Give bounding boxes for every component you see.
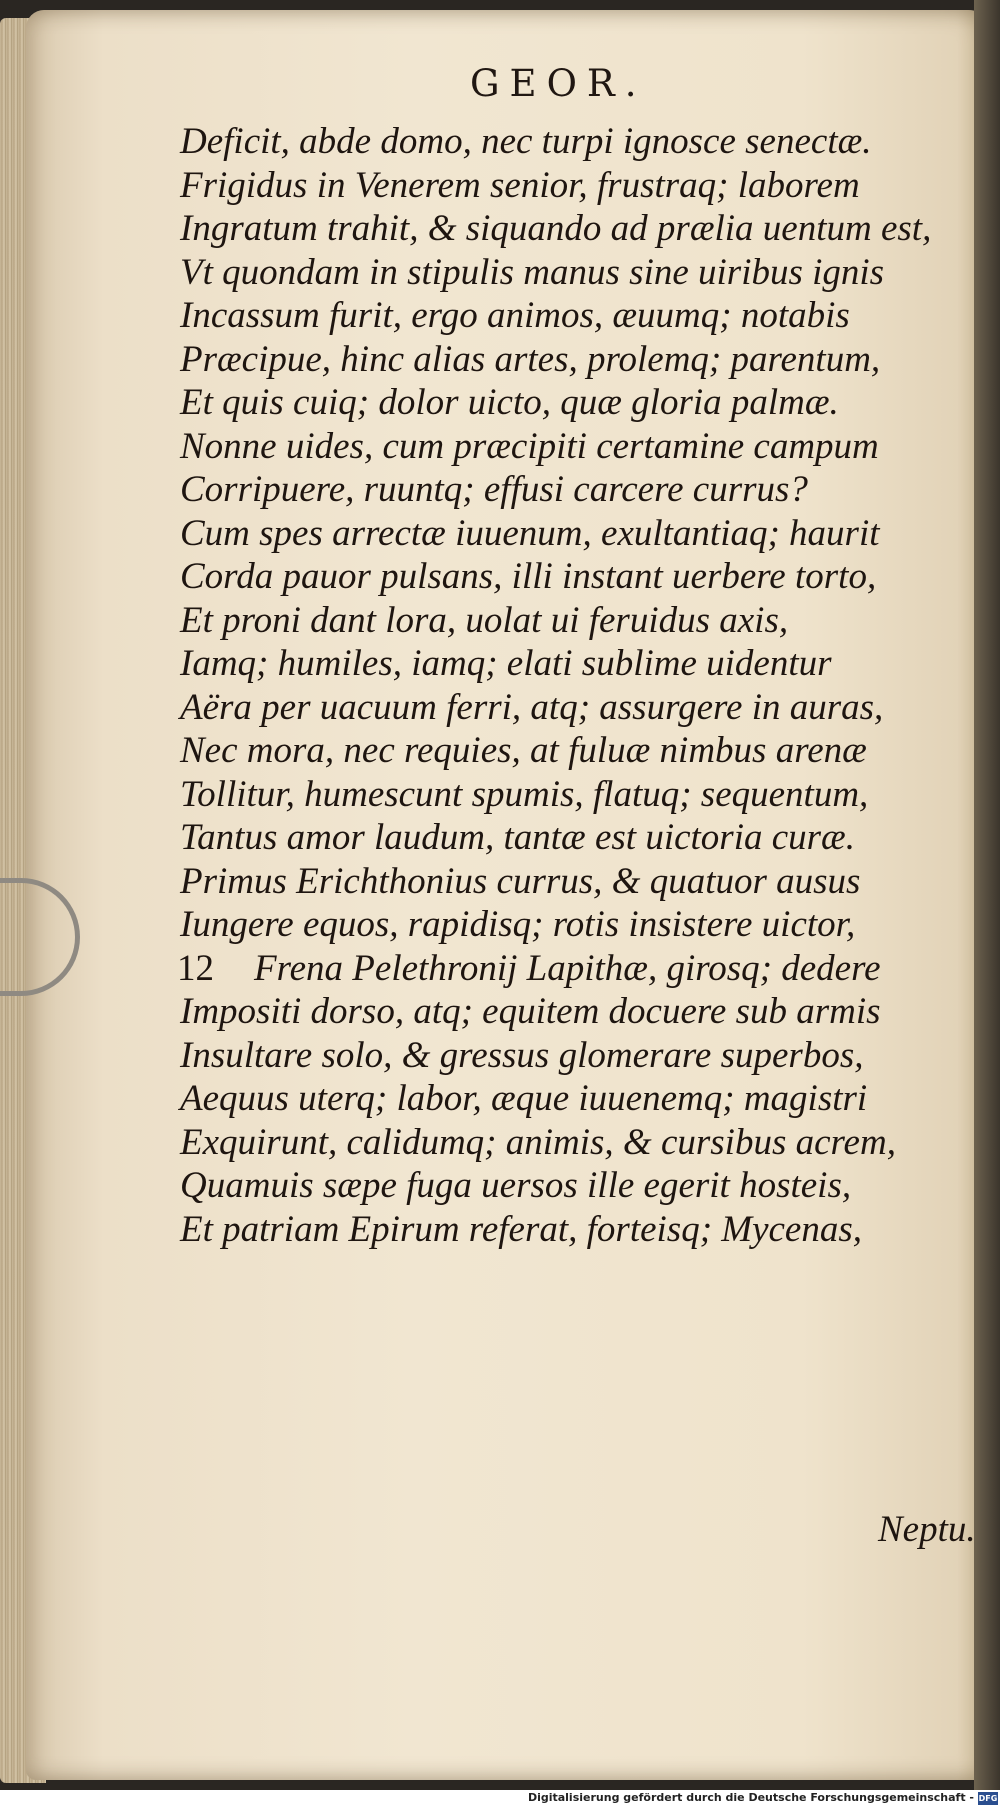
verse-line: Tollitur, humescunt spumis, flatuq; sequentum, [180, 773, 869, 815]
verse-line: Primus Erichthonius currus, & quatuor ausus [180, 860, 861, 902]
verse-line: Frigidus in Venerem senior, frustraq; laborem [180, 164, 860, 206]
dfg-logo-icon: DFG [978, 1794, 998, 1803]
verse-line-numbered [177, 947, 940, 991]
verse-line: Ingratum trahit, & siquando ad prælia uentum est, [180, 208, 932, 249]
verse-line: Corda pauor pulsans, illi instant uerbere torto, [180, 556, 877, 597]
line-number: 12 [177, 947, 214, 989]
verse-line: Et patriam Epirum referat, forteisq; Mycenas, [180, 1208, 863, 1250]
footer-bar [0, 1790, 1000, 1808]
verse-line: Aëra per uacuum ferri, atq; assurgere in auras, [180, 686, 884, 728]
verse-line: Incassum furit, ergo animos, æuumq; notabis [180, 295, 850, 336]
verse-line: Et quis cuiq; dolor uicto, quæ gloria palmæ. [180, 382, 839, 423]
verse-line: Insultare solo, & gressus glomerare superbos, [180, 1034, 864, 1076]
verse-line: Nec mora, nec requies, at fuluæ nimbus arenæ [180, 730, 867, 771]
verse-line: Præcipue, hinc alias artes, prolemq; parentum, [180, 338, 881, 380]
verse-line: Quamuis sæpe fuga uersos ille egerit hosteis, [180, 1165, 852, 1206]
verse-line: Tantus amor laudum, tantæ est uictoria curæ. [180, 817, 855, 858]
running-header: GEOR. [470, 62, 647, 105]
verse-line: Iamq; humiles, iamq; elati sublime uidentur [180, 643, 832, 684]
verse-line: Nonne uides, cum præcipiti certamine campum [180, 425, 879, 467]
verse-line: Frena Pelethronij Lapithæ, girosq; dedere [254, 947, 881, 989]
verse-text-block [177, 120, 940, 1251]
catchword: Neptu. [878, 1509, 976, 1550]
verse-line: Vt quondam in stipulis manus sine uiribus ignis [180, 251, 885, 293]
verse-line: Cum spes arrectæ iuuenum, exultantiaq; haurit [180, 512, 880, 554]
verse-line: Exquirunt, calidumq; animis, & cursibus acrem, [180, 1121, 896, 1163]
verse-line: Corripuere, ruuntq; effusi carcere currus? [180, 469, 808, 510]
footer-credit: Digitalisierung gefördert durch die Deutsche Forschungsgemeinschaft - [527, 1791, 974, 1804]
verse-line: Aequus uterq; labor, æque iuuenemq; magistri [180, 1078, 868, 1119]
verse-line: Et proni dant lora, uolat ui feruidus axis, [180, 599, 789, 641]
verse-line: Iungere equos, rapidisq; rotis insistere uictor, [180, 904, 856, 945]
verse-line: Impositi dorso, atq; equitem docuere sub armis [180, 991, 881, 1032]
verse-line: Deficit, abde domo, nec turpi ignosce senectæ. [180, 121, 872, 162]
book-gutter-shadow [974, 0, 1000, 1790]
